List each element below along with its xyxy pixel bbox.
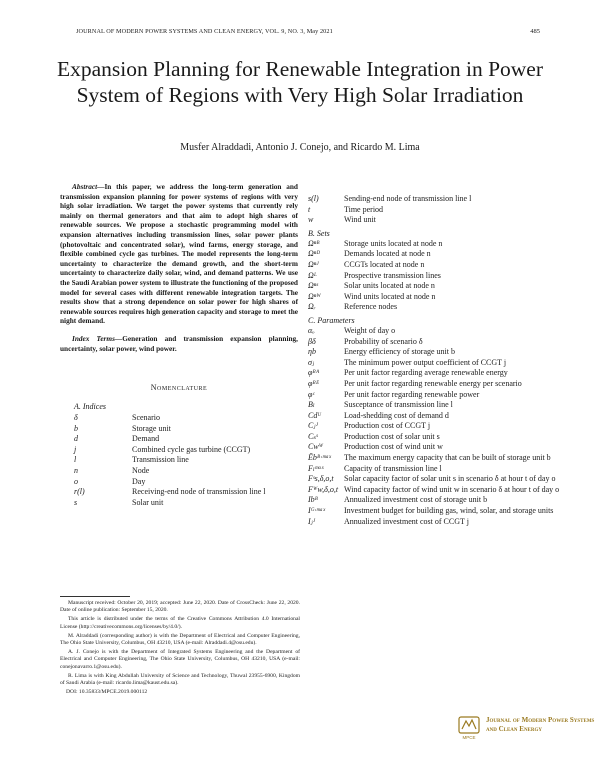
nomenclature-description: Prospective transmission lines bbox=[344, 270, 441, 280]
nomenclature-symbol: ηb bbox=[308, 347, 316, 357]
nomenclature-row bbox=[308, 495, 590, 506]
nomenclature-row bbox=[308, 358, 590, 369]
nomenclature-symbol: βδ bbox=[308, 336, 316, 346]
params-label: C. Parameters bbox=[308, 315, 355, 325]
nomenclature-description: Annualized investment cost of CCGT j bbox=[344, 516, 469, 526]
nomenclature-row bbox=[308, 464, 590, 475]
nomenclature-description: Annualized investment cost of storage unit b bbox=[344, 495, 488, 505]
nomenclature-description: Receiving-end node of transmission line l bbox=[132, 487, 266, 497]
nomenclature-symbol: s bbox=[74, 497, 78, 507]
footnote-item: M. Alraddadi (corresponding author) is with the Department of Electrical and Computer Engineering, The Ohio State University, Columbus, OH 43210, USA (e-mail: Alraddadi.4@osu.edu). bbox=[60, 632, 300, 647]
nomenclature-row bbox=[308, 453, 590, 464]
footnote-item: A. J. Conejo is with the Department of Integrated Systems Engineering and the Department of Electrical and Computer Engineering, The Ohio State University, Columbus, OH 43210, USA (e-mail: conejonavarro.1@osu.edu). bbox=[60, 649, 300, 670]
nomenclature-symbol: j bbox=[74, 444, 77, 454]
nomenclature-description: Reference nodes bbox=[344, 302, 398, 312]
doi: DOI: 10.35833/MPCE.2019.000112 bbox=[66, 689, 148, 696]
footnote-rule bbox=[60, 596, 130, 597]
nomenclature-description: The minimum power output coefficient of CCGT j bbox=[344, 357, 507, 367]
running-head: JOURNAL OF MODERN POWER SYSTEMS AND CLEAN ENERGY, VOL. 9, NO. 3, May 2021 bbox=[76, 28, 333, 35]
logo-line2: and Clean Energy bbox=[486, 725, 543, 733]
footnote-item: R. Lima is with King Abdullah University of Science and Technology, Thuwal 23955-6900, Kingdom of Saudi Arabia (e-mail: ricardo.lima@kaust.edu.sa). bbox=[60, 672, 300, 687]
nomenclature-row bbox=[308, 249, 590, 260]
nomenclature-row bbox=[60, 455, 298, 466]
nomenclature-symbol: r(l) bbox=[74, 487, 85, 497]
index-terms-label: Index Terms bbox=[72, 333, 115, 343]
nomenclature-row bbox=[60, 434, 298, 445]
footnotes bbox=[60, 596, 300, 698]
nomenclature-symbol: Cdᵁ bbox=[308, 410, 322, 420]
indices-label: A. Indices bbox=[74, 402, 106, 412]
footnote-item: Manuscript received: October 20, 2019; accepted: June 22, 2020. Date of CrossCheck: June 22, 2020. Date of online publication: September 15, 2020. bbox=[60, 600, 300, 614]
nomenclature-description: Production cost of solar unit s bbox=[344, 431, 440, 441]
nomenclature-symbol: Ωⁿᵂ bbox=[308, 291, 321, 301]
nomenclature-symbol: t bbox=[308, 204, 311, 214]
nomenclature-symbol: o bbox=[74, 476, 78, 486]
nomenclature-symbol: Fₗᵐᵃˣ bbox=[308, 463, 324, 473]
nomenclature-row bbox=[308, 411, 590, 422]
nomenclature-description: Demands located at node n bbox=[344, 249, 431, 259]
author-list: Musfer Alraddadi, Antonio J. Conejo, and Ricardo M. Lima bbox=[180, 142, 420, 153]
nomenclature-description: Production cost of CCGT j bbox=[344, 421, 431, 431]
nomenclature-description: CCGTs located at node n bbox=[344, 259, 425, 269]
nomenclature-row bbox=[308, 474, 590, 485]
nomenclature-row bbox=[60, 466, 298, 477]
nomenclature-row bbox=[308, 400, 590, 411]
nomenclature-symbol: Ωⁿᴰ bbox=[308, 249, 321, 259]
nomenclature-row bbox=[308, 302, 590, 313]
nomenclature-description: Day bbox=[132, 476, 146, 486]
journal-logo-text bbox=[486, 716, 594, 734]
nomenclature-description: Per unit factor regarding renewable power bbox=[344, 389, 480, 399]
nomenclature-symbol: b bbox=[74, 423, 78, 433]
nomenclature-row bbox=[308, 239, 590, 250]
nomenclature-row bbox=[308, 390, 590, 401]
params-list bbox=[308, 326, 590, 527]
nomenclature-row bbox=[308, 326, 590, 337]
nomenclature-symbol: Iⱼᴶ bbox=[308, 516, 316, 526]
nomenclature-description: Susceptance of transmission line l bbox=[344, 400, 453, 410]
nomenclature-row bbox=[308, 485, 590, 496]
journal-logo-icon bbox=[458, 716, 480, 740]
sets-label: B. Sets bbox=[308, 228, 330, 238]
nomenclature-description: Per unit factor regarding average renewable energy bbox=[344, 368, 508, 378]
nomenclature-description: Wind capacity factor of wind unit w in scenario δ at hour t of day o bbox=[344, 484, 560, 494]
nomenclature-symbol: Fˢs,δ,o,t bbox=[308, 474, 334, 484]
nomenclature-row bbox=[308, 432, 590, 443]
nomenclature-row bbox=[60, 498, 298, 509]
nomenclature-row bbox=[308, 281, 590, 292]
nomenclature-description: Combined cycle gas turbine (CCGT) bbox=[132, 444, 251, 454]
nomenclature-row bbox=[60, 477, 298, 488]
nomenclature-description: Storage unit bbox=[132, 423, 171, 433]
nomenclature-symbol: Cₛˢ bbox=[308, 431, 318, 441]
nomenclature-symbol: Ωⁿˢ bbox=[308, 281, 318, 291]
nomenclature-symbol: Ēbᴮ·ᵐᵃˣ bbox=[308, 453, 332, 463]
nomenclature-description: Scenario bbox=[132, 413, 160, 423]
nomenclature-symbol: d bbox=[74, 434, 78, 444]
nomenclature-symbol: l bbox=[74, 455, 77, 465]
nomenclature-symbol: w bbox=[308, 215, 314, 225]
nomenclature-description: Transmission line bbox=[132, 455, 189, 465]
nomenclature-symbol: Bₗ bbox=[308, 400, 315, 410]
nomenclature-symbol: Iᴳ·ᵐᵃˣ bbox=[308, 506, 326, 516]
nomenclature-symbol: αₒ bbox=[308, 325, 315, 335]
nomenclature-description: Per unit factor regarding renewable energy per scenario bbox=[344, 378, 522, 388]
nomenclature-row bbox=[60, 445, 298, 456]
nomenclature-symbol: Fᵂw,δ,o,t bbox=[308, 484, 339, 494]
nomenclature-description: Investment budget for building gas, wind, solar, and storage units bbox=[344, 506, 554, 516]
nomenclature-description: Solar units located at node n bbox=[344, 281, 435, 291]
nomenclature-symbol: φᶜ bbox=[308, 389, 315, 399]
page-number: 485 bbox=[530, 28, 540, 35]
nomenclature-description: Wind unit bbox=[344, 215, 376, 225]
journal-logo bbox=[458, 716, 594, 740]
nomenclature-row bbox=[60, 413, 298, 424]
abstract-text: —In this paper, we address the long-term generation and transmission expansion planning for power systems of regions with very high solar irradiation. We target the power systems that currently rely mainly on thermal generators and that aim to adopt high shares of renewable sources. We propose a stochastic programming model with expansion alternatives including transmission lines, solar power plants (photovoltaic and concentrated solar), wind farms, energy storage, and flexible combined cycle gas turbines. The model represents the long-term uncertainty to characterize the demand growth, and the short-term uncertainty to characterize daily solar, wind, and demand patterns. We use the Saudi Arabian power system to illustrate the functioning of the proposed model for several cases with different renewable integration targets. The results show that a strong dependence on solar power for high shares of renewable sources requires high generation capacity and storage to meet the night demand. bbox=[60, 182, 298, 326]
footnote-item: This article is distributed under the terms of the Creative Commons Attribution 4.0 International License (http://creativecommons.org/licenses/by/4.0/). bbox=[60, 616, 300, 630]
abstract bbox=[60, 182, 298, 326]
nomenclature-description: Probability of scenario δ bbox=[344, 336, 423, 346]
nomenclature-symbol: s(l) bbox=[308, 194, 319, 203]
nomenclature-row bbox=[308, 292, 590, 303]
nomenclature-row bbox=[308, 260, 590, 271]
abstract-label: Abstract bbox=[72, 182, 98, 191]
nomenclature-row bbox=[308, 421, 590, 432]
nomenclature-symbol: φᴿᴱ bbox=[308, 378, 320, 388]
nomenclature-description: Wind units located at node n bbox=[344, 291, 436, 301]
nomenclature-symbol: Ωᵣ bbox=[308, 302, 316, 312]
sets-list bbox=[308, 239, 590, 313]
nomenclature-symbol: σⱼ bbox=[308, 357, 315, 367]
nomenclature-description: Node bbox=[132, 466, 150, 476]
nomenclature-symbol: δ bbox=[74, 413, 78, 423]
nomenclature-description: Weight of day o bbox=[344, 325, 396, 335]
nomenclature-description: Time period bbox=[344, 204, 384, 214]
logo-line1: Journal of Modern Power Systems bbox=[486, 716, 595, 724]
nomenclature-row bbox=[308, 215, 590, 226]
nomenclature-row bbox=[308, 379, 590, 390]
paper-title: Expansion Planning for Renewable Integration in Power System of Regions with Very High Solar Irradiation bbox=[56, 57, 544, 107]
nomenclature-row bbox=[60, 487, 298, 498]
nomenclature-symbol: Ωⁿᴮ bbox=[308, 238, 320, 248]
nomenclature-description: Capacity of transmission line l bbox=[344, 463, 442, 473]
nomenclature-description: Solar capacity factor of solar unit s in scenario δ at hour t of day o bbox=[344, 474, 556, 484]
logo-mark-text: MPCE bbox=[462, 735, 476, 740]
nomenclature-description: Sending-end node of transmission line l bbox=[344, 194, 472, 203]
nomenclature-row bbox=[308, 517, 590, 528]
nomenclature-description: Demand bbox=[132, 434, 160, 444]
nomenclature-row bbox=[308, 271, 590, 282]
footnote-list bbox=[60, 600, 300, 687]
nomenclature-symbol: Ibᴮ bbox=[308, 495, 319, 505]
nomenclature-row bbox=[308, 337, 590, 348]
nomenclature-description: Production cost of wind unit w bbox=[344, 442, 443, 452]
indices-list bbox=[60, 413, 298, 508]
nomenclature-row bbox=[308, 205, 590, 216]
indices-cont-list bbox=[308, 194, 590, 226]
nomenclature-description: The maximum energy capacity that can be built of storage unit b bbox=[344, 453, 551, 463]
nomenclature-symbol: φᴿᴬ bbox=[308, 368, 320, 378]
nomenclature-symbol: Cⱼᴶ bbox=[308, 421, 319, 431]
nomenclature-row bbox=[308, 347, 590, 358]
nomenclature-row bbox=[308, 194, 590, 205]
nomenclature-symbol: n bbox=[74, 466, 78, 476]
nomenclature-description: Storage units located at node n bbox=[344, 238, 443, 248]
nomenclature-row bbox=[308, 442, 590, 453]
nomenclature-symbol: Cwᵂ bbox=[308, 442, 324, 452]
index-terms-text: —Generation and transmission expansion planning, uncertainty, solar power, wind power. bbox=[60, 333, 298, 353]
nomenclature-description: Solar unit bbox=[132, 497, 164, 507]
nomenclature-row bbox=[308, 506, 590, 517]
nomenclature-row bbox=[60, 424, 298, 435]
left-column bbox=[60, 182, 298, 508]
nomenclature-symbol: Ωᴸ bbox=[308, 270, 317, 280]
right-column bbox=[308, 194, 590, 527]
nomenclature-symbol: Ωⁿᴶ bbox=[308, 259, 320, 269]
nomenclature-description: Load-shedding cost of demand d bbox=[344, 410, 449, 420]
nomenclature-heading: Nomenclature bbox=[150, 383, 208, 393]
nomenclature-description: Energy efficiency of storage unit b bbox=[344, 347, 455, 357]
index-terms bbox=[60, 334, 298, 353]
nomenclature-row bbox=[308, 368, 590, 379]
